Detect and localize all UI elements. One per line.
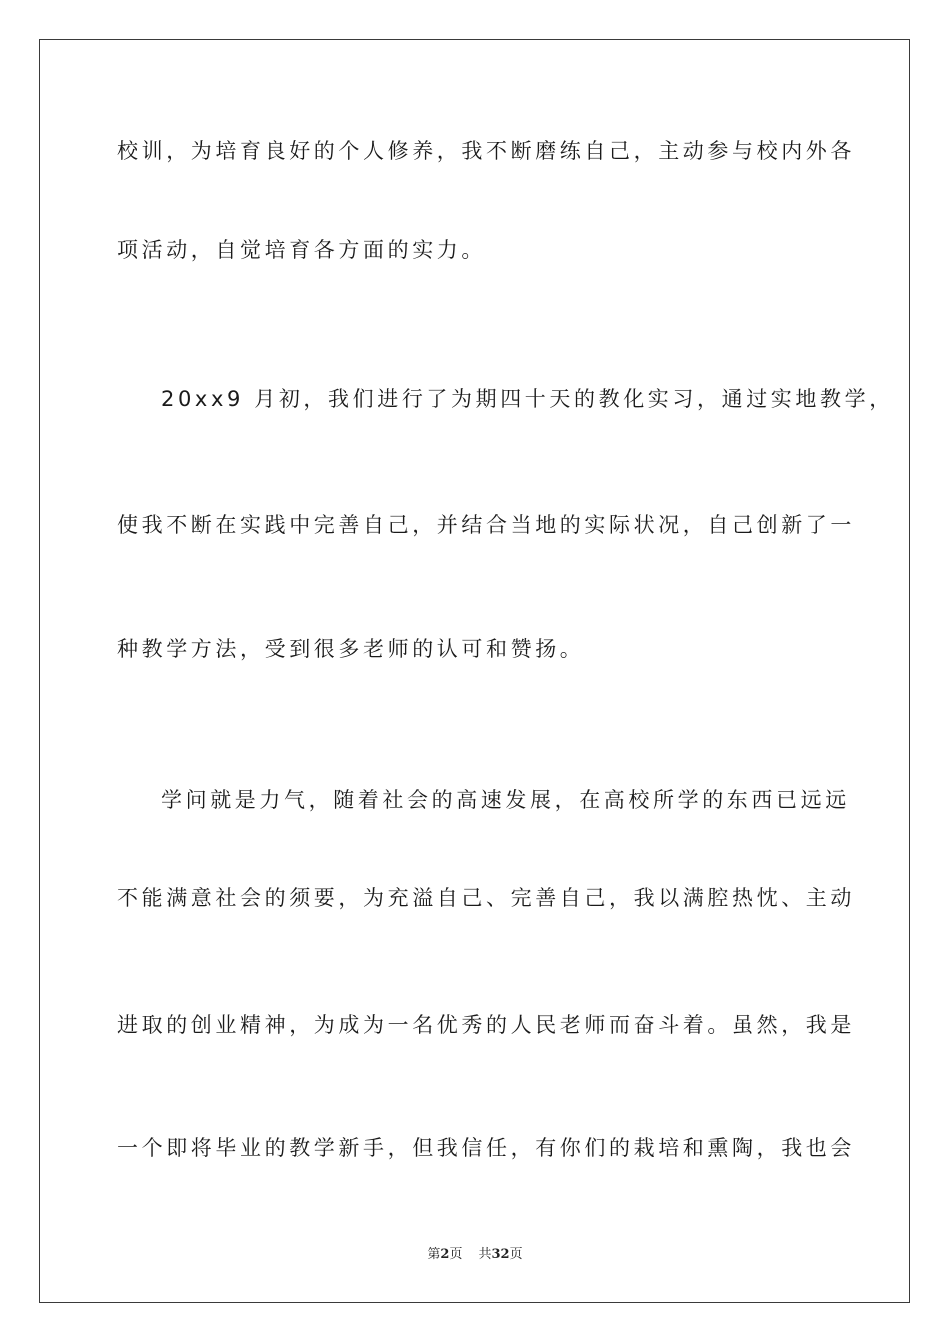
paragraph-line: 20xx9 月初，我们进行了为期四十天的教化实习，通过实地教学，: [161, 387, 894, 411]
total-prefix: 共: [478, 1247, 492, 1262]
total-pages: 32: [491, 1247, 510, 1262]
paragraph-line: 校训，为培育良好的个人修养，我不断磨练自己，主动参与校内外各: [117, 139, 855, 163]
page-footer: [0, 1246, 950, 1264]
page-border: [39, 39, 910, 1303]
page-number: 2: [440, 1247, 450, 1262]
page-prefix: 第: [427, 1247, 441, 1262]
total-suffix: 页: [509, 1247, 523, 1262]
paragraph-line: 使我不断在实践中完善自己，并结合当地的实际状况，自己创新了一: [117, 513, 855, 537]
paragraph-line: 一个即将毕业的教学新手，但我信任，有你们的栽培和熏陶，我也会: [117, 1136, 855, 1160]
page-suffix: 页: [449, 1247, 463, 1262]
paragraph-line: 进取的创业精神，为成为一名优秀的人民老师而奋斗着。虽然，我是: [117, 1013, 855, 1037]
paragraph-line: 不能满意社会的须要，为充溢自己、完善自己，我以满腔热忱、主动: [117, 886, 855, 910]
paragraph-line: 种教学方法，受到很多老师的认可和赞扬。: [117, 637, 585, 661]
paragraph-line: 学问就是力气，随着社会的高速发展，在高校所学的东西已远远: [161, 788, 850, 812]
paragraph-line: 项活动，自觉培育各方面的实力。: [117, 238, 486, 262]
